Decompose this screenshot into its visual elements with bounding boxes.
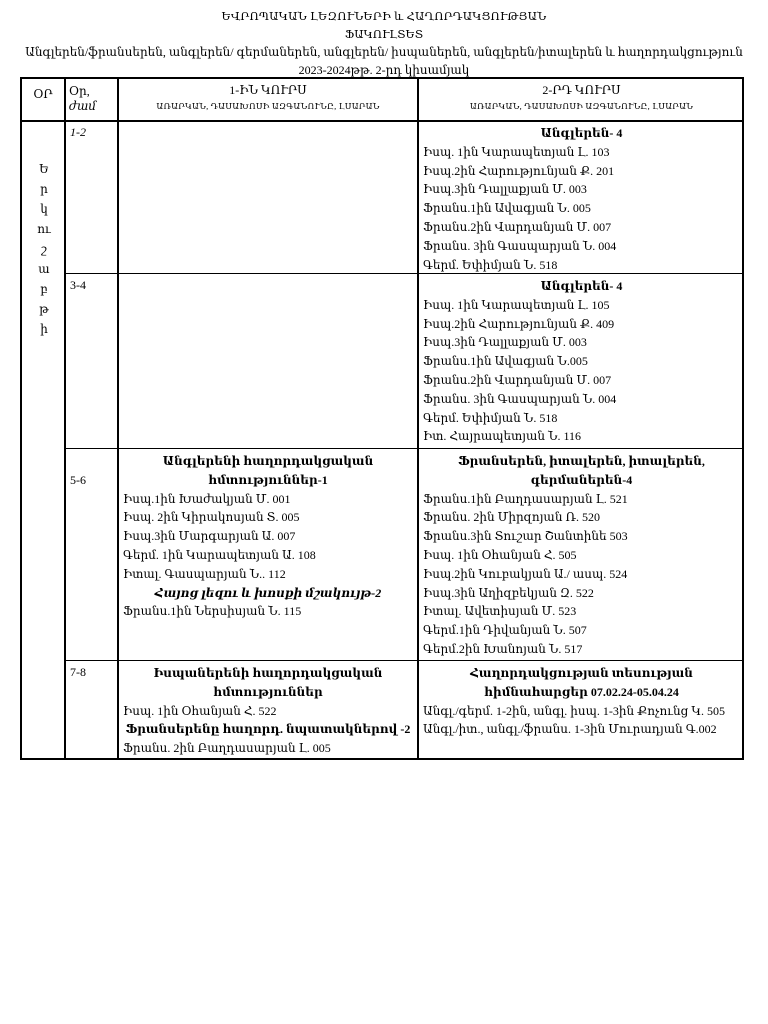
time-slot: 7-8 bbox=[70, 665, 86, 679]
time-header-line2: ժամ bbox=[69, 99, 97, 113]
course-entry: Իսպ. 1ին Օհանյան Հ. 522 bbox=[123, 703, 277, 718]
course-title: Հայոց լեզու և խոսքի մշակույթ-2 bbox=[154, 585, 382, 600]
course-entry: Ֆրանս. 3ին Գասպարյան Ն. 004 bbox=[423, 391, 617, 406]
course-entry: Անգլ./գերմ. 1-2ին, անգլ. իսպ. 1-3ին Քոչունց Կ. 505 bbox=[423, 703, 726, 718]
course-entry: Իտալ. Գասպարյան Ն.. 112 bbox=[123, 566, 286, 581]
course-entry: Իսպ. 1ին Օհանյան Հ. 505 bbox=[423, 547, 577, 562]
course-entry: Գերմ.1ին Դիվանյան Ն. 507 bbox=[423, 623, 587, 638]
divider bbox=[64, 448, 742, 449]
course-entry: Իսպ.3ին Դալլաքյան Մ. 003 bbox=[423, 335, 587, 350]
course2-cell bbox=[419, 122, 744, 273]
divider bbox=[64, 273, 742, 274]
course-entry: Ֆրանս.2ին Վարդանյան Մ. 007 bbox=[423, 372, 612, 387]
academic-year: 2023-2024թթ. 2-րդ կիսամյակ bbox=[298, 63, 470, 77]
time-slot: 1-2 bbox=[70, 125, 86, 139]
course-entry: Իսպ.3ին Աղիզբեկյան Զ. 522 bbox=[423, 585, 594, 600]
column-header-day: ՕՐ bbox=[33, 87, 53, 101]
column-header-course2 bbox=[419, 83, 744, 112]
course-title: Անգլերեն- 4 bbox=[540, 279, 623, 293]
day-letter: Ե bbox=[39, 162, 49, 176]
time-header-line1: Օր, bbox=[69, 84, 90, 98]
course-title: Իսպաներենի հաղորդակցական հմտություններ bbox=[153, 666, 383, 699]
column-header-time bbox=[66, 84, 117, 114]
course-entry: Իսպ. 2ին Կիրակոսյան Տ. 005 bbox=[123, 510, 300, 525]
course-entry: Իսպ.1ին Խաժակյան Մ. 001 bbox=[123, 491, 291, 506]
course1-cell bbox=[119, 662, 417, 758]
course-entry: Գերմ. Եփիմյան Ն. 518 bbox=[423, 257, 558, 272]
course2-cell bbox=[419, 275, 744, 448]
course1-cell bbox=[119, 122, 417, 273]
course2-cell bbox=[419, 450, 744, 660]
day-name-vertical bbox=[25, 159, 63, 339]
course-entry: Իսպ.2ին Հարությունյան Ք. 201 bbox=[423, 163, 615, 178]
course1-title: 1-ԻՆ ԿՈՒՐՍ bbox=[229, 83, 307, 97]
course-title: Ֆրանսերենը հաղորդ. նպատակներով -2 bbox=[125, 722, 411, 737]
course-title: Ֆրանսերեն, իտալերեն, իտալերեն, գերմաներեն-4 bbox=[458, 454, 705, 487]
course-title: Անգլերենի հաղորդակցական հմտություններ-1 bbox=[162, 454, 374, 487]
course2-title: 2-ՐԴ ԿՈՒՐՍ bbox=[542, 83, 621, 97]
course-entry: Ֆրանս.1ին Ներսիսյան Ն. 115 bbox=[123, 604, 302, 619]
course-entry: Իսպ.2ին Հարությունյան Ք. 409 bbox=[423, 316, 615, 331]
faculty-subtitle: ՖԱԿՈՒԼՏԵՏ bbox=[344, 29, 424, 41]
course1-cell bbox=[119, 450, 417, 660]
course2-cell bbox=[419, 662, 744, 758]
day-letter: ու bbox=[37, 222, 51, 236]
day-letter: ր bbox=[40, 182, 48, 196]
course-entry: Անգլ./իտ., անգլ./ֆրանս. 1-3ին Մուրադյան Գ.002 bbox=[423, 722, 717, 737]
course-entry: Իսպ. 1ին Կարապետյան Լ. 105 bbox=[423, 297, 610, 312]
course-entry: Գերմ. Եփիմյան Ն. 518 bbox=[423, 410, 558, 425]
course-entry: Իսպ. 1ին Կարապետյան Լ. 103 bbox=[423, 144, 610, 159]
course-entry: Գերմ. 1ին Կարապետյան Ա. 108 bbox=[123, 547, 316, 562]
faculty-title: ԵՎՐՈՊԱԿԱՆ ԼԵԶՈՒՆԵՐԻ և ՀԱՂՈՐԴԱԿՑՈՒԹՅԱՆ bbox=[221, 11, 547, 23]
day-letter: բ bbox=[40, 282, 48, 296]
course-entry: Ֆրանս.1ին Ավագյան Ն. 005 bbox=[423, 201, 591, 216]
course-title: Անգլերեն- 4 bbox=[540, 126, 623, 140]
course-entry: Իսպ.3ին Մարգարյան Ա. 007 bbox=[123, 529, 296, 544]
specializations-line: Անգլերեն/ֆրանսերեն, անգլերեն/ գերմաներեն, անգլերեն/ իսպաներեն, անգլերեն/իտալերեն և հաղորդակցություն bbox=[25, 45, 743, 59]
course-title: Հաղորդակցության տեսության հիմնահարցեր 07.02.24-05.04.24 bbox=[470, 666, 693, 699]
course-entry: Գերմ.2ին Խանոյան Ն. 517 bbox=[423, 641, 583, 656]
day-letter: ի bbox=[40, 322, 48, 336]
day-letter: ա bbox=[38, 262, 50, 276]
course-entry: Իսպ.3ին Դալլաքյան Մ. 003 bbox=[423, 182, 587, 197]
course1-subtitle: ԱՌԱՐԿԱՆ, ԴԱՍԱԽՈՍԻ ԱԶԳԱՆՈՒՆԸ, ԼՍԱՐԱՆ bbox=[156, 101, 380, 111]
course-entry: Ֆրանս. 2ին Բաղդասարյան Լ. 005 bbox=[123, 741, 331, 756]
course-entry: Ֆրանս.3ին Տուշար Շանտինե 503 bbox=[423, 529, 628, 544]
time-slot: 5-6 bbox=[70, 473, 86, 487]
day-letter: կ bbox=[40, 202, 48, 216]
course-entry: Իտ. Հայրապետյան Ն. 116 bbox=[423, 429, 582, 444]
course-entry: Ֆրանս. 3ին Գասպարյան Ն. 004 bbox=[423, 238, 617, 253]
column-header-course1 bbox=[119, 83, 417, 112]
course-entry: Ֆրանս. 2ին Միրզոյան Ռ. 520 bbox=[423, 510, 601, 525]
schedule-table bbox=[20, 77, 744, 760]
divider bbox=[64, 660, 742, 661]
time-slot: 3-4 bbox=[70, 278, 86, 292]
day-letter: թ bbox=[39, 302, 49, 316]
course-entry: Ֆրանս.1ին Ավագյան Ն.005 bbox=[423, 354, 588, 369]
course-entry: Իտալ. Ավետիսյան Մ. 523 bbox=[423, 604, 577, 619]
course2-subtitle: ԱՌԱՐԿԱՆ, ԴԱՍԱԽՈՍԻ ԱԶԳԱՆՈՒՆԸ, ԼՍԱՐԱՆ bbox=[469, 101, 694, 111]
course1-cell bbox=[119, 275, 417, 448]
day-letter: շ bbox=[41, 242, 47, 256]
course-entry: Ֆրանս.1ին Բաղդասարյան Լ. 521 bbox=[423, 491, 628, 506]
course-entry: Իսպ.2ին Կուբակյան Ա./ ասպ. 524 bbox=[423, 566, 628, 581]
course-entry: Ֆրանս.2ին Վարդանյան Մ. 007 bbox=[423, 219, 612, 234]
divider bbox=[64, 79, 66, 758]
